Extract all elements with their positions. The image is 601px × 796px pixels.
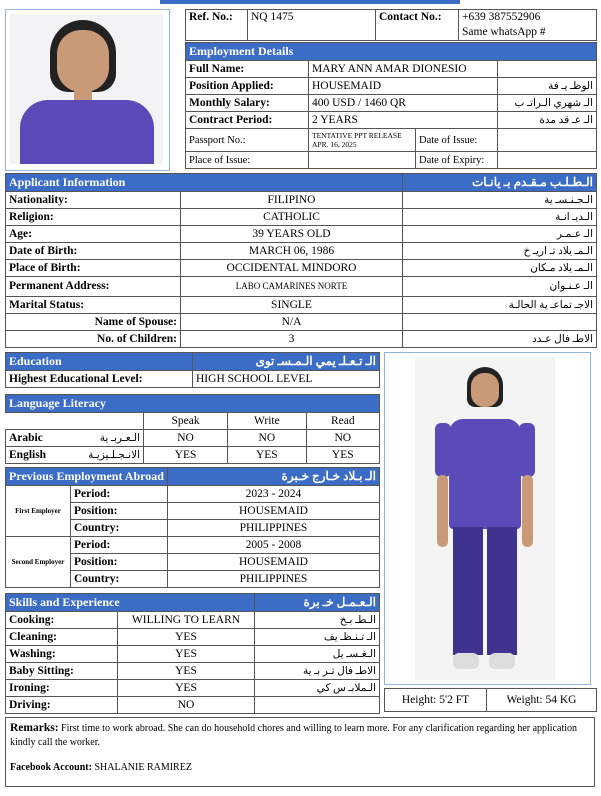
previous-table	[5, 467, 380, 588]
applicant-row: Place of Birth: OCCIDENTAL MINDORO الـمـ يلاد مـكان	[6, 260, 597, 277]
applicant-row: Permanent Address: LABO CAMARINES NORTE الـ عـنـوان	[6, 277, 597, 297]
place-issue-value	[309, 152, 416, 169]
col-write: Write	[228, 413, 306, 430]
date-issue-value	[498, 129, 597, 152]
applicant-table	[5, 173, 597, 348]
employment-heading: Employment Details	[186, 43, 597, 61]
contact-label: Contact No.:	[376, 10, 459, 41]
employer-row: Position: HOUSEMAID	[6, 554, 380, 571]
employment-row: Position Applied: HOUSEMAID الوظـ يـ فة	[186, 78, 597, 95]
employer-row: Country: PHILIPPINES	[6, 520, 380, 537]
date-expiry-label: Date of Expiry:	[416, 152, 498, 169]
language-row: English الانـجـلـيزيـة YES YES YES	[6, 447, 380, 464]
previous-heading-ar: الـ بـلاد خـارج خـبرة	[167, 468, 379, 486]
date-expiry-value	[498, 152, 597, 169]
education-label: Highest Educational Level:	[6, 371, 193, 388]
date-issue-label: Date of Issue:	[416, 129, 498, 152]
skill-row: Driving: NO	[6, 697, 380, 714]
remarks-text: First time to work abroad. She can do household chores and willing to learn more. For any clarification regarding her application kindly call the worker.	[10, 723, 578, 748]
headshot-photo	[5, 9, 170, 171]
ref-label: Ref. No.:	[186, 10, 248, 41]
contact-phone: +639 387552906	[462, 11, 541, 23]
employment-table	[185, 42, 597, 169]
full-body-photo	[384, 352, 591, 685]
col-read: Read	[306, 413, 379, 430]
ref-value: NQ 1475	[248, 10, 376, 41]
employment-row: Full Name: MARY ANN AMAR DIONESIO	[186, 61, 597, 78]
top-accent-bar	[160, 0, 460, 4]
weight-value: Weight: 54 KG	[487, 689, 597, 712]
employer-row: Position: HOUSEMAID	[6, 503, 380, 520]
skills-table	[5, 593, 380, 714]
skills-heading-ar: الـعـمـل خـ برة	[255, 594, 380, 612]
place-row	[186, 152, 597, 169]
remarks-box	[5, 717, 595, 787]
remarks-label: Remarks:	[10, 722, 59, 734]
skill-row: Baby Sitting: YES الاطـ فال تـر بـ ية	[6, 663, 380, 680]
applicant-row: Name of Spouse: N/A	[6, 314, 597, 331]
education-heading-ar: الـ تـعـلـ يمي الـمـسـ توى	[193, 353, 380, 371]
contact-value	[459, 10, 597, 41]
skill-row: Washing: YES الـغـسـ يل	[6, 646, 380, 663]
applicant-row: Date of Birth: MARCH 06, 1986 الـمـ يلاد تـ اريـ خ	[6, 243, 597, 260]
applicant-row: No. of Children: 3 الاطـ فال عـدد	[6, 331, 597, 348]
contact-note: Same whatsApp #	[462, 26, 546, 38]
ref-contact-table	[185, 9, 597, 41]
education-value: HIGH SCHOOL LEVEL	[193, 371, 380, 388]
education-heading: Education	[6, 353, 193, 371]
language-row: Arabic الـعـربـ ية NO NO NO	[6, 430, 380, 447]
passport-label: Passport No.:	[186, 129, 309, 152]
applicant-heading: Applicant Information	[6, 174, 403, 192]
place-issue-label: Place of Issue:	[186, 152, 309, 169]
applicant-row: Age: 39 YEARS OLD الـ عـمـر	[6, 226, 597, 243]
employment-row: Monthly Salary: 400 USD / 1460 QR الـ شهري الـراتـ ب	[186, 95, 597, 112]
employer-tag: Second Employer	[6, 537, 71, 588]
applicant-row: Nationality: FILIPINO الـجـنـسـ ية	[6, 192, 597, 209]
employment-row: Contract Period: 2 YEARS الـ عـ قد مدة	[186, 112, 597, 129]
employer-tag: First Employer	[6, 486, 71, 537]
employer-row: First Employer Period: 2023 - 2024	[6, 486, 380, 503]
language-heading: Language Literacy	[6, 395, 380, 413]
skills-heading: Skills and Experience	[6, 594, 255, 612]
measure-table	[384, 688, 597, 712]
applicant-row: Religion: CATHOLIC الـديـ انـة	[6, 209, 597, 226]
facebook-label: Facebook Account:	[10, 762, 92, 773]
col-speak: Speak	[144, 413, 228, 430]
language-table	[5, 394, 380, 464]
passport-row	[186, 129, 597, 152]
education-table	[5, 352, 380, 388]
skill-row: Cooking: WILLING TO LEARN الـطـ بـخ	[6, 612, 380, 629]
employer-row: Country: PHILIPPINES	[6, 571, 380, 588]
passport-value: TENTATIVE PPT RELEASE APR. 16, 2025	[309, 129, 416, 152]
height-value: Height: 5'2 FT	[385, 689, 487, 712]
facebook-value: SHALANIE RAMIREZ	[94, 762, 192, 773]
employer-row: Second Employer Period: 2005 - 2008	[6, 537, 380, 554]
applicant-row: Marital Status: SINGLE الاجـ تماعـ ية الحالـة	[6, 297, 597, 314]
skill-row: Ironing: YES الـملابـ س كي	[6, 680, 380, 697]
skill-row: Cleaning: YES الـ تـنـظـ يف	[6, 629, 380, 646]
previous-heading: Previous Employment Abroad	[6, 468, 168, 486]
applicant-heading-ar: الـطـلـب مـقـدم بـ يانـات	[403, 174, 597, 192]
